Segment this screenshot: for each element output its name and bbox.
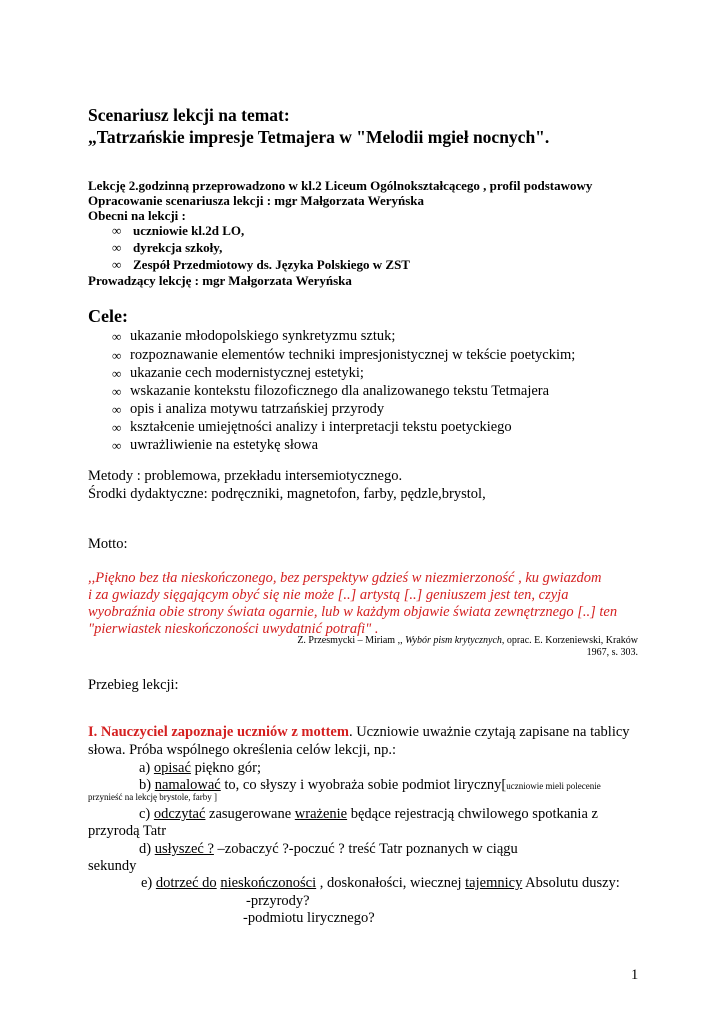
infinity-bullet-icon: ∞ bbox=[112, 257, 122, 272]
item-a-verb: opisać bbox=[153, 760, 191, 776]
motto-label: Motto: bbox=[88, 536, 128, 552]
item-c: c) odczytać zasugerowane wrażenie będące rejestracją chwilowego spotkania z bbox=[139, 806, 598, 822]
attendee-item: dyrekcja szkoły, bbox=[133, 240, 223, 255]
sub-item-lyrical-subject: -podmiotu lirycznego? bbox=[243, 910, 375, 926]
motto-citation-year: 1967, s. 303. bbox=[586, 647, 638, 658]
goal-item: rozpoznawanie elementów techniki impresjonistycznej w tekście poetyckim; bbox=[130, 347, 576, 363]
info-line-2: Opracowanie scenariusza lekcji : mgr Małgorzata Weryńska bbox=[88, 193, 425, 208]
info-line-1: Lekcję 2.godzinną przeprowadzono w kl.2 Liceum Ogólnokształcącego , profil podstawowy bbox=[88, 178, 593, 193]
info-line-3: Obecni na lekcji : bbox=[88, 208, 186, 223]
infinity-bullet-icon: ∞ bbox=[112, 438, 122, 453]
goal-item: kształcenie umiejętności analizy i interpretacji tekstu poetyckiego bbox=[130, 419, 512, 435]
motto-quote-line: wyobraźnia obie strony świata ogarnie, lub w każdym objawie świata zewnętrznego [..] ten bbox=[88, 604, 618, 620]
item-e: e) dotrzeć do nieskończoności , doskonałości, wiecznej tajemnicy Absolutu duszy: bbox=[141, 875, 620, 891]
infinity-bullet-icon: ∞ bbox=[112, 240, 122, 255]
item-d: d) usłyszeć ? –zobaczyć ?-poczuć ? treść Tatr poznanych w ciągu bbox=[139, 841, 518, 857]
motto-citation bbox=[297, 635, 638, 647]
item-c-noun: wrażenie bbox=[294, 806, 348, 822]
attendee-item: uczniowie kl.2d LO, bbox=[133, 223, 245, 238]
goal-item: uwrażliwienie na estetykę słowa bbox=[130, 437, 319, 453]
motto-quote-line: ,,Piękno bez tła nieskończonego, bez perspektyw gdzieś w niezmierzoność , ku gwiazdom bbox=[88, 570, 602, 586]
item-b-verb: namalować bbox=[154, 777, 221, 793]
item-e-verb: dotrzeć do bbox=[155, 875, 217, 891]
item-c-line-2: przyrodą Tatr bbox=[88, 823, 167, 839]
citation-publisher: , oprac. E. Korzeniewski, Kraków bbox=[501, 635, 638, 646]
goals-heading: Cele: bbox=[88, 306, 128, 326]
item-e-infinity: nieskończoności bbox=[220, 875, 317, 891]
infinity-bullet-icon: ∞ bbox=[112, 420, 122, 435]
title-line-2: „Tatrzańskie impresje Tetmajera w "Melodii mgieł nocnych". bbox=[88, 127, 550, 147]
item-b-note-line-2: przynieść na lekcję brystole, farby ] bbox=[88, 792, 217, 802]
infinity-bullet-icon: ∞ bbox=[112, 329, 122, 344]
page-number: 1 bbox=[631, 967, 639, 983]
infinity-bullet-icon: ∞ bbox=[112, 402, 122, 417]
citation-title: Wybór pism krytycznych bbox=[405, 635, 502, 646]
goal-item: ukazanie cech modernistycznej estetyki; bbox=[130, 365, 364, 381]
item-c-verb: odczytać bbox=[153, 806, 206, 822]
lesson-heading: Przebieg lekcji: bbox=[88, 677, 179, 693]
motto-quote-line: "pierwiastek nieskończoności uwydatnić potrafi" . bbox=[88, 621, 379, 637]
info-line-4: Prowadzący lekcję : mgr Małgorzata Weryńska bbox=[88, 273, 352, 288]
infinity-bullet-icon: ∞ bbox=[112, 348, 122, 363]
infinity-bullet-icon: ∞ bbox=[112, 223, 122, 238]
motto-quote-line: i za gwiazdy sięgającym obyć się nie może [..] artystą [..] geniuszem jest ten, czyja bbox=[88, 587, 569, 603]
citation-author: Z. Przesmycki – Miriam ,, bbox=[297, 635, 406, 646]
item-a: a) opisać piękno gór; bbox=[139, 760, 262, 776]
section-1-text: . Uczniowie uważnie czytają zapisane na tablicy bbox=[348, 724, 630, 740]
attendee-item: Zespół Przedmiotowy ds. Języka Polskiego w ZST bbox=[133, 257, 410, 272]
sub-item-nature: -przyrody? bbox=[246, 893, 310, 909]
goal-item: opis i analiza motywu tatrzańskiej przyrody bbox=[130, 401, 385, 417]
item-e-mystery: tajemnicy bbox=[465, 875, 523, 891]
item-b-note: uczniowie mieli polecenie bbox=[506, 781, 601, 791]
goal-item: wskazanie kontekstu filozoficznego dla analizowanego tekstu Tetmajera bbox=[130, 383, 550, 399]
section-1-title: I. Nauczyciel zapoznaje uczniów z mottem bbox=[88, 724, 349, 740]
title-line-1: Scenariusz lekcji na temat: bbox=[88, 105, 290, 125]
infinity-bullet-icon: ∞ bbox=[112, 384, 122, 399]
goal-item: ukazanie młodopolskiego synkretyzmu sztuk; bbox=[130, 328, 396, 344]
didactic-means-line: Środki dydaktyczne: podręczniki, magnetofon, farby, pędzle,brystol, bbox=[88, 486, 486, 502]
section-1-line-2: słowa. Próba wspólnego określenia celów lekcji, np.: bbox=[88, 742, 397, 758]
item-d-verb: usłyszeć ? bbox=[154, 841, 214, 857]
methods-line: Metody : problemowa, przekładu intersemiotycznego. bbox=[88, 468, 403, 484]
item-d-line-2: sekundy bbox=[88, 858, 137, 874]
section-1-line bbox=[88, 723, 630, 741]
infinity-bullet-icon: ∞ bbox=[112, 366, 122, 381]
item-b: b) namalować to, co słyszy i wyobraża sobie podmiot liryczny[uczniowie mieli polecenie bbox=[139, 777, 601, 793]
